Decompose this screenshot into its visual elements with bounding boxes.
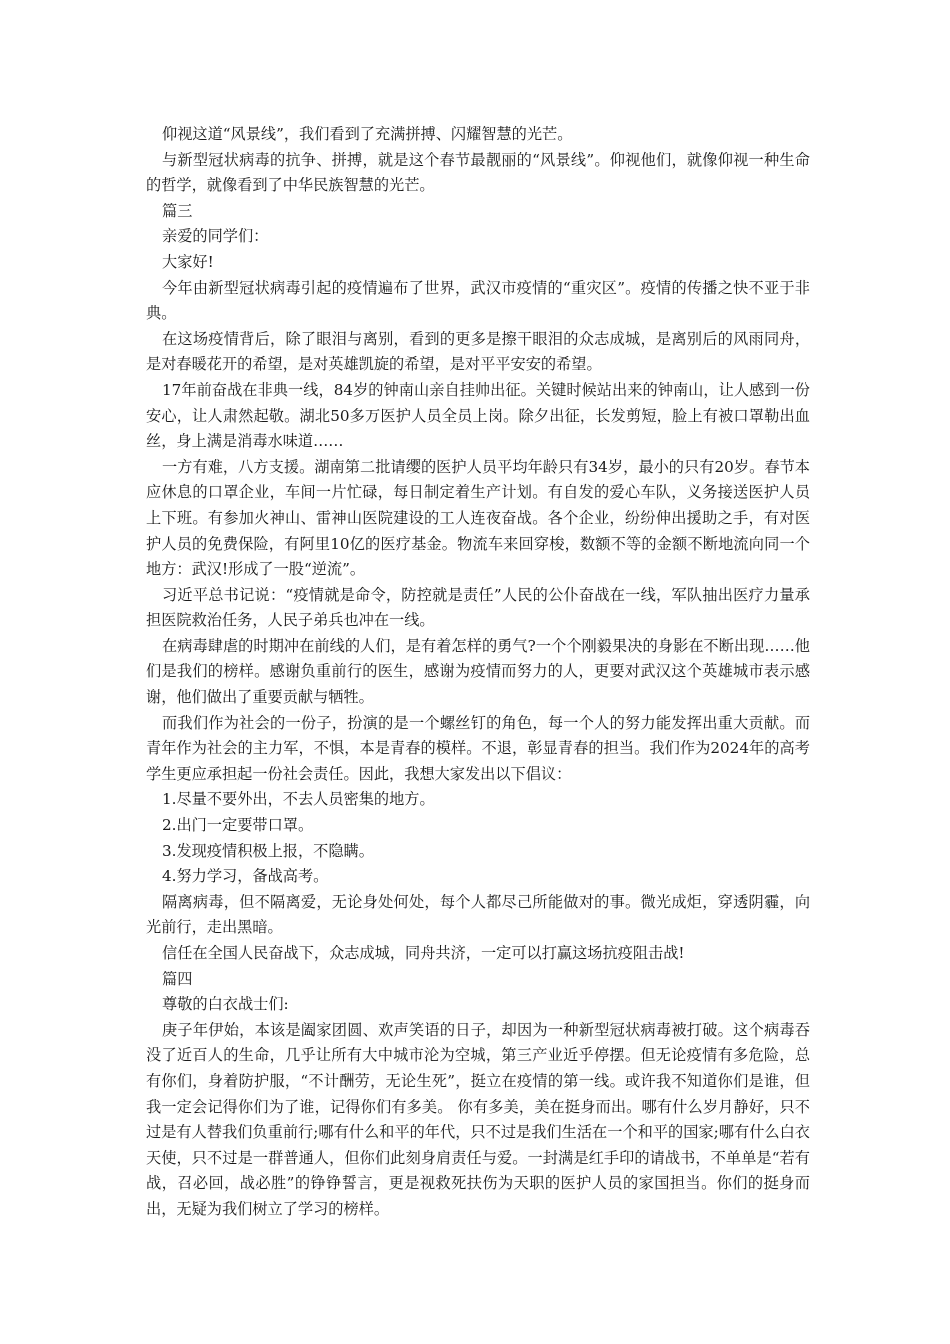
greeting: 大家好! <box>162 252 214 271</box>
list-item: 1.尽量不要外出，不去人员密集的地方。 <box>162 790 435 809</box>
paragraph: 庚子年伊始，本该是阖家团圆、欢声笑语的日子，却因为一种新型冠状病毒被打破。这个病毒吞没了近百人的生命，几乎让所有大中城市沦为空城，第三产业近乎停摆。但无论疫情有多危险，总有你们，身着防护服，“不计酬劳，无论生死”，挺立在疫情的第一线。或许我不知道你们是谁，但我一定会记得你们为了谁，记得你们有多美。 你有多美，美在挺身而出。哪有什么岁月静好，只不过是有人替我们负重前行;哪有什么和平的年代，只不过是我们生活在一个和平的国家;哪有什么白衣天使，只不过是一群普通人，但你们此刻身肩责任与爱。一封满是红手印的请战书，不单单是“若有战，召必回，战必胜”的铮铮誓言，更是视救死扶伤为天职的医护人员的家国担当。你们的挺身而出，无疑为我们树立了学习的榜样。 <box>146 1020 810 1218</box>
salutation: 亲爱的同学们： <box>162 227 269 246</box>
list-item: 4.努力学习，备战高考。 <box>162 867 329 886</box>
section-heading: 篇四 <box>162 969 193 988</box>
list-item: 2.出门一定要带口罩。 <box>162 816 314 835</box>
paragraph: 在这场疫情背后，除了眼泪与离别，看到的更多是擦干眼泪的众志成城，是离别后的风雨同舟，是对春暖花开的希望，是对英雄凯旋的希望，是对平平安安的希望。 <box>146 329 810 374</box>
section-heading: 篇三 <box>162 201 193 220</box>
paragraph: 17年前奋战在非典一线，84岁的钟南山亲自挂帅出征。关键时候站出来的钟南山，让人感到一份安心，让人肃然起敬。湖北50多万医护人员全员上岗。除夕出征，长发剪短，脸上有被口罩勒出血丝，身上满是消毒水味道…… <box>146 380 810 451</box>
paragraph: 今年由新型冠状病毒引起的疫情遍布了世界，武汉市疫情的“重灾区”。疫情的传播之快不亚于非典。 <box>146 278 810 323</box>
paragraph: 在病毒肆虐的时期冲在前线的人们，是有着怎样的勇气?一个个刚毅果决的身影在不断出现……他们是我们的榜样。感谢负重前行的医生，感谢为疫情而努力的人，更要对武汉这个英雄城市表示感谢，他们做出了重要贡献与牺牲。 <box>146 636 810 707</box>
salutation: 尊敬的白衣战士们: <box>162 995 289 1014</box>
paragraph: 与新型冠状病毒的抗争、拼搏，就是这个春节最靓丽的“风景线”。仰视他们，就像仰视一种生命的哲学，就像看到了中华民族智慧的光芒。 <box>146 150 810 195</box>
paragraph: 而我们作为社会的一份子，扮演的是一个螺丝钉的角色，每一个人的努力能发挥出重大贡献。而青年作为社会的主力军，不惧，本是青春的模样。不退，彰显青春的担当。我们作为2024年的高考学生更应承担起一份社会责任。因此，我想大家发出以下倡议： <box>146 713 810 783</box>
paragraph: 习近平总书记说：“疫情就是命令，防控就是责任”人民的公仆奋战在一线，军队抽出医疗力量承担医院救治任务，人民子弟兵也冲在一线。 <box>146 585 810 630</box>
list-item: 3.发现疫情积极上报，不隐瞒。 <box>162 841 374 860</box>
paragraph: 仰视这道“风景线”，我们看到了充满拼搏、闪耀智慧的光芒。 <box>162 125 573 143</box>
document-body <box>146 122 810 1223</box>
paragraph: 一方有难，八方支援。湖南第二批请缨的医护人员平均年龄只有34岁，最小的只有20岁。春节本应休息的口罩企业，车间一片忙碌，每日制定着生产计划。有自发的爱心车队，义务接送医护人员上下班。有参加火神山、雷神山医院建设的工人连夜奋战。各个企业，纷纷伸出援助之手，有对医护人员的免费保险，有阿里10亿的医疗基金。物流车来回穿梭，数额不等的金额不断地流向同一个地方：武汉!形成了一股“逆流”。 <box>146 457 810 579</box>
paragraph: 信任在全国人民奋战下，众志成城，同舟共济，一定可以打赢这场抗疫阻击战! <box>162 944 685 962</box>
paragraph: 隔离病毒，但不隔离爱，无论身处何处，每个人都尽己所能做对的事。微光成炬，穿透阴霾，向光前行，走出黑暗。 <box>146 892 810 937</box>
